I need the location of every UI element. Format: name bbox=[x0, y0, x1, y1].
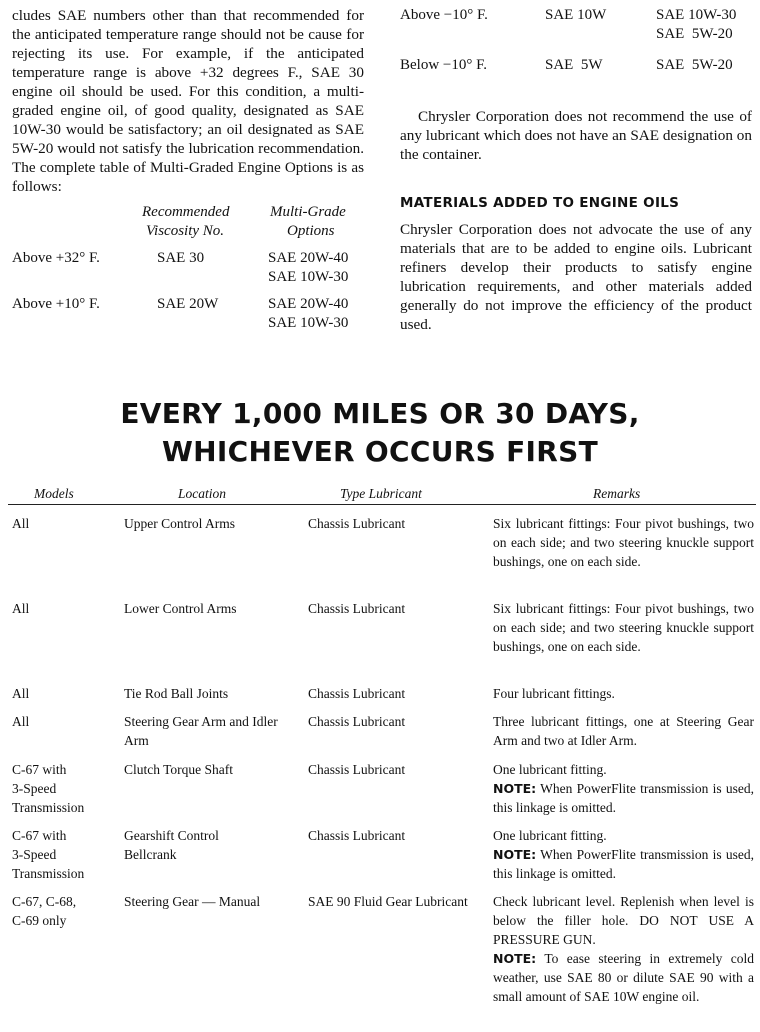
remarks-text: Six lubricant fittings: Four pivot bushings, two on each side; and two steering knuckle support bushings, one on each side. bbox=[493, 516, 754, 569]
remarks-text: Four lubricant fittings. bbox=[493, 686, 615, 701]
header-viscosity-no: Viscosity No. bbox=[146, 223, 225, 239]
cell-remarks bbox=[493, 892, 754, 1006]
section-heading: MATERIALS ADDED TO ENGINE OILS bbox=[400, 195, 680, 211]
cell-remarks bbox=[493, 760, 754, 817]
cell-location: Gearshift Control Bellcrank bbox=[124, 828, 219, 862]
lubrication-table bbox=[8, 485, 756, 1032]
cell-type: Chassis Lubricant bbox=[308, 762, 406, 777]
remarks-note bbox=[493, 779, 754, 817]
viscosity-header-row-2 bbox=[12, 222, 364, 241]
header-location: Location bbox=[178, 486, 227, 501]
temp-range: Above −10° F. bbox=[400, 7, 488, 23]
model-line: Transmission bbox=[12, 866, 85, 881]
cell-type: Chassis Lubricant bbox=[308, 516, 406, 531]
lubricant-designation-paragraph: Chrysler Corporation does not recommend the use of any lubricant which does not have an SAE designation on the container. bbox=[400, 108, 752, 163]
header-options: Options bbox=[287, 223, 335, 239]
cell-models bbox=[12, 826, 112, 883]
model-line: All bbox=[12, 714, 30, 729]
model-line: C-69 only bbox=[12, 913, 67, 928]
cell-remarks bbox=[493, 684, 754, 703]
note-label: NOTE: bbox=[493, 781, 537, 796]
remarks-note bbox=[493, 845, 754, 883]
right-column bbox=[400, 6, 752, 334]
remarks-note bbox=[493, 949, 754, 1006]
cell-models bbox=[12, 892, 112, 930]
cell-models bbox=[12, 760, 112, 817]
cell-remarks bbox=[493, 599, 754, 656]
cell-models bbox=[12, 514, 112, 533]
cell-location: Lower Control Arms bbox=[124, 601, 237, 616]
model-line: C-67 with bbox=[12, 828, 67, 843]
viscosity-table-continued bbox=[400, 6, 752, 75]
header-recommended: Recommended bbox=[142, 204, 230, 220]
table-row bbox=[8, 599, 756, 684]
cell-remarks bbox=[493, 514, 754, 571]
table-header bbox=[8, 485, 756, 505]
left-column bbox=[12, 6, 364, 333]
title-line-2: WHICHEVER OCCURS FIRST bbox=[161, 435, 599, 468]
viscosity-number: SAE 5W bbox=[545, 57, 603, 73]
note-label: NOTE: bbox=[493, 951, 537, 966]
cell-type: SAE 90 Fluid Gear Lubricant bbox=[308, 894, 468, 909]
intro-paragraph: cludes SAE numbers other than that recommended for the anticipated temperature range should not be cause for rejecting its use. For example, if the anticipated temperature range is above +32 degrees F., SAE 30 engine oil should be used. For this condition, a multi-graded engine oil, of good quality, designated as SAE 10W-30 would be satisfactory; an oil designated as SAE 5W-20 would not satisfy the lubrication recommendation. The complete table of Multi-Graded Engine Options is as follows: bbox=[12, 7, 364, 195]
cell-location: Steering Gear Arm and Idler Arm bbox=[124, 714, 278, 748]
note-text: When PowerFlite transmission is used, this linkage is omitted. bbox=[493, 847, 754, 881]
grade-option: SAE 5W-20 bbox=[656, 26, 733, 42]
grade-option: SAE 5W-20 bbox=[656, 57, 733, 73]
header-multigrade: Multi-Grade bbox=[270, 204, 346, 220]
note-text: To ease steering in extremely cold weather, use SAE 80 or dilute SAE 90 with a small amount of SAE 10W engine oil. bbox=[493, 951, 754, 1004]
header-type-lubricant: Type Lubricant bbox=[340, 486, 422, 501]
model-line: C-67 with bbox=[12, 762, 67, 777]
header-models: Models bbox=[34, 486, 74, 501]
temp-range: Below −10° F. bbox=[400, 57, 488, 73]
model-line: All bbox=[12, 686, 30, 701]
remarks-text: Three lubricant fittings, one at Steering Gear Arm and two at Idler Arm. bbox=[493, 714, 754, 748]
note-text: When PowerFlite transmission is used, this linkage is omitted. bbox=[493, 781, 754, 815]
grade-option: SAE 10W-30 bbox=[268, 315, 349, 331]
model-line: 3-Speed bbox=[12, 781, 57, 796]
temp-range: Above +32° F. bbox=[12, 250, 100, 266]
cell-models bbox=[12, 712, 112, 731]
model-line: Transmission bbox=[12, 800, 85, 815]
viscosity-header-row-1 bbox=[12, 203, 364, 222]
cell-location: Tie Rod Ball Joints bbox=[124, 686, 229, 701]
cell-type: Chassis Lubricant bbox=[308, 714, 406, 729]
temp-range: Above +10° F. bbox=[12, 296, 100, 312]
cell-location: Steering Gear — Manual bbox=[124, 894, 261, 909]
viscosity-row-cont bbox=[12, 268, 364, 287]
cell-remarks bbox=[493, 712, 754, 750]
grade-option: SAE 20W-40 bbox=[268, 296, 349, 312]
model-line: All bbox=[12, 516, 30, 531]
table-row bbox=[8, 712, 756, 760]
viscosity-number: SAE 10W bbox=[545, 7, 607, 23]
table-row bbox=[8, 684, 756, 712]
table-row bbox=[8, 760, 756, 826]
viscosity-row bbox=[400, 56, 752, 75]
viscosity-row-cont bbox=[12, 314, 364, 333]
cell-remarks bbox=[493, 826, 754, 883]
model-line: 3-Speed bbox=[12, 847, 57, 862]
cell-models bbox=[12, 599, 112, 618]
remarks-text: Six lubricant fittings: Four pivot bushings, two on each side; and two steering knuckle support bushings, one on each side. bbox=[493, 601, 754, 654]
viscosity-row bbox=[12, 249, 364, 268]
title-line-1: EVERY 1,000 MILES OR 30 DAYS, bbox=[120, 397, 640, 430]
model-line: C-67, C-68, bbox=[12, 894, 77, 909]
cell-location: Upper Control Arms bbox=[124, 516, 235, 531]
table-row bbox=[8, 514, 756, 599]
viscosity-row bbox=[12, 295, 364, 314]
viscosity-row bbox=[400, 6, 752, 25]
viscosity-number: SAE 30 bbox=[157, 250, 205, 266]
viscosity-table bbox=[12, 203, 364, 333]
header-remarks: Remarks bbox=[593, 486, 641, 501]
viscosity-number: SAE 20W bbox=[157, 296, 219, 312]
remarks-text: Check lubricant level. Replenish when level is below the filler hole. DO NOT USE A PRESSURE GUN. bbox=[493, 894, 754, 947]
cell-type: Chassis Lubricant bbox=[308, 686, 406, 701]
grade-option: SAE 10W-30 bbox=[268, 269, 349, 285]
cell-type: Chassis Lubricant bbox=[308, 828, 406, 843]
grade-option: SAE 10W-30 bbox=[656, 7, 737, 23]
remarks-text: One lubricant fitting. bbox=[493, 828, 607, 843]
cell-models bbox=[12, 684, 112, 703]
materials-paragraph: Chrysler Corporation does not advocate the use of any materials that are to be added to engine oils. Lubricant refiners develop their products to satisfy engine lubrication requirements, and other materials added generally do not improve the efficiency of the product used. bbox=[400, 221, 752, 333]
table-row bbox=[8, 826, 756, 892]
table-row bbox=[8, 892, 756, 1032]
note-label: NOTE: bbox=[493, 847, 537, 862]
cell-type: Chassis Lubricant bbox=[308, 601, 406, 616]
grade-option: SAE 20W-40 bbox=[268, 250, 349, 266]
viscosity-row-cont bbox=[400, 25, 752, 44]
model-line: All bbox=[12, 601, 30, 616]
remarks-text: One lubricant fitting. bbox=[493, 762, 607, 777]
cell-location: Clutch Torque Shaft bbox=[124, 762, 234, 777]
page-title bbox=[0, 395, 760, 471]
